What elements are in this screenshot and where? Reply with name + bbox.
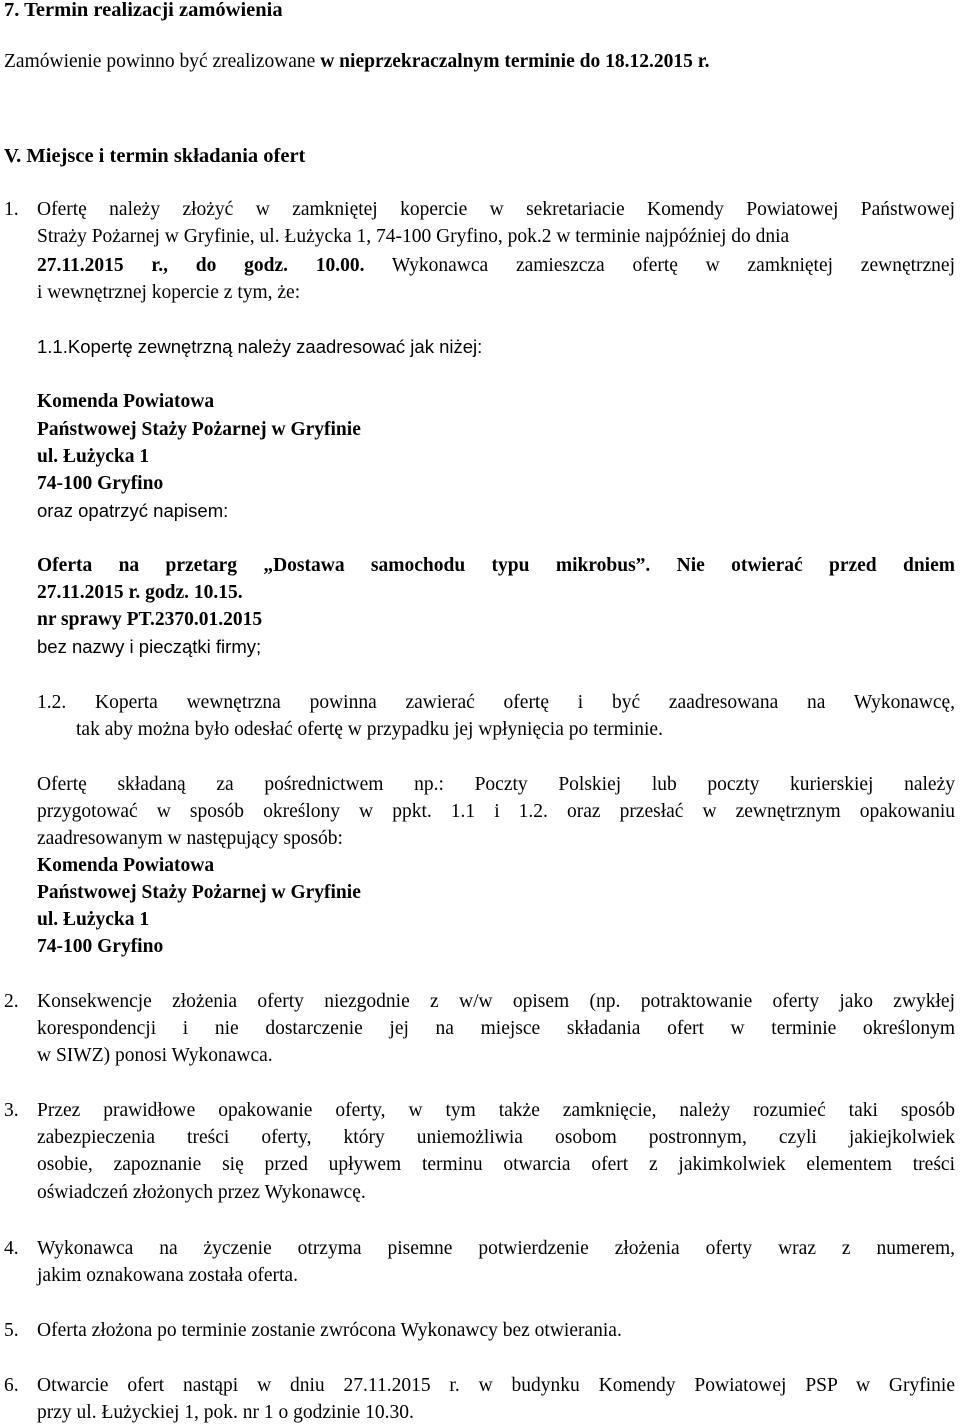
outer-mark-line-4: bez nazwy i pieczątki firmy;	[37, 636, 262, 657]
point-6-line-1: Otwarcie ofert nastąpi w dniu 27.11.2015 r. w budynku Komendy Powiatowej PSP w Gryfinie	[37, 1375, 955, 1396]
point-5-number: 5.	[4, 1320, 19, 1341]
point-1-line-1: Ofertę należy złożyć w zamkniętej kopercie w sekretariacie Komendy Powiatowej Państwowej	[37, 199, 955, 220]
point-2-line-1: Konsekwencje złożenia oferty niezgodnie z w/w opisem (np. potraktowanie oferty jako zwykłej	[37, 991, 955, 1012]
outer-address-line-1: Komenda Powiatowa	[37, 391, 215, 412]
point-3-line-3: osobie, zapoznanie się przed upływem terminu otwarcia ofert z jakimkolwiek elementem treści	[37, 1154, 955, 1175]
outer-address-line-4: 74-100 Gryfino	[37, 473, 164, 494]
point-1-number: 1.	[4, 199, 19, 220]
outer-mark-line-2: 27.11.2015 r. godz. 10.15.	[37, 582, 243, 603]
point-5-line-1: Oferta złożona po terminie zostanie zwrócona Wykonawcy bez otwierania.	[37, 1320, 622, 1341]
post-address-line-2: Państwowej Staży Pożarnej w Gryfinie	[37, 882, 361, 903]
post-line-2: przygotować w sposób określony w ppkt. 1.1 i 1.2. oraz przesłać w zewnętrznym opakowaniu	[37, 801, 955, 822]
section-v-heading: V. Miejsce i termin składania ofert	[4, 145, 306, 167]
post-line-3: zaadresowanym w następujący sposób:	[37, 828, 343, 849]
outer-mark-line-1: Oferta na przetarg „Dostawa samochodu typu mikrobus”. Nie otwierać przed dniem	[37, 555, 955, 576]
outer-address-line-3: ul. Łużycka 1	[37, 446, 150, 467]
post-address-line-1: Komenda Powiatowa	[37, 855, 215, 876]
point-2-number: 2.	[4, 991, 19, 1012]
point-1-1-intro: 1.1.Kopertę zewnętrzną należy zaadresować jak niżej:	[37, 336, 483, 357]
point-2-line-2: korespondencji i nie dostarczenie jej na miejsce składania ofert w terminie określonym	[37, 1018, 955, 1039]
point-1-line-4: i wewnętrznej kopercie z tym, że:	[37, 282, 301, 303]
point-4-line-2: jakim oznakowana została oferta.	[37, 1265, 298, 1286]
point-6-number: 6.	[4, 1375, 19, 1396]
section-7-deadline: w nieprzekraczalnym terminie do 18.12.2015 r.	[320, 51, 710, 72]
point-3-line-2: zabezpieczenia treści oferty, który uniemożliwia osobom postronnym, czyli jakiejkolwiek	[37, 1127, 955, 1148]
section-7-text-plain: Zamówienie powinno być zrealizowane	[4, 51, 321, 72]
point-6-line-2: przy ul. Łużyckiej 1, pok. nr 1 o godzinie 10.30.	[37, 1402, 414, 1423]
point-4-line-1: Wykonawca na życzenie otrzyma pisemne potwierdzenie złożenia oferty wraz z numerem,	[37, 1238, 955, 1259]
post-address-line-3: ul. Łużycka 1	[37, 909, 150, 930]
point-3-line-4: oświadczeń złożonych przez Wykonawcę.	[37, 1182, 366, 1203]
point-1-line-3-rest: Wykonawca zamieszcza ofertę w zamkniętej zewnętrznej	[364, 255, 955, 276]
point-1-2-line-1: 1.2. Koperta wewnętrzna powinna zawierać ofertę i być zaadresowana na Wykonawcę,	[37, 692, 955, 713]
section-7-text	[4, 48, 709, 75]
outer-mark-intro: oraz opatrzyć napisem:	[37, 500, 229, 521]
post-address-line-4: 74-100 Gryfino	[37, 936, 164, 957]
point-1-deadline: 27.11.2015 r., do godz. 10.00.	[37, 255, 365, 276]
point-3-line-1: Przez prawidłowe opakowanie oferty, w tym także zamknięcie, należy rozumieć taki sposób	[37, 1100, 955, 1121]
point-2-line-3: w SIWZ) ponosi Wykonawca.	[37, 1045, 273, 1066]
point-1-2-line-2: tak aby można było odesłać ofertę w przypadku jej wpłynięcia po terminie.	[76, 719, 663, 740]
point-1-line-2: Straży Pożarnej w Gryfinie, ul. Łużycka 1, 74-100 Gryfino, pok.2 w terminie najpóźniej do dnia	[37, 226, 790, 247]
point-1-line-3	[37, 252, 955, 279]
outer-address-line-2: Państwowej Staży Pożarnej w Gryfinie	[37, 419, 361, 440]
point-4-number: 4.	[4, 1238, 19, 1259]
post-line-1: Ofertę składaną za pośrednictwem np.: Poczty Polskiej lub poczty kurierskiej należy	[37, 774, 955, 795]
section-7-heading: 7. Termin realizacji zamówienia	[4, 0, 283, 21]
point-3-number: 3.	[4, 1100, 19, 1121]
outer-mark-line-3: nr sprawy PT.2370.01.2015	[37, 609, 263, 630]
